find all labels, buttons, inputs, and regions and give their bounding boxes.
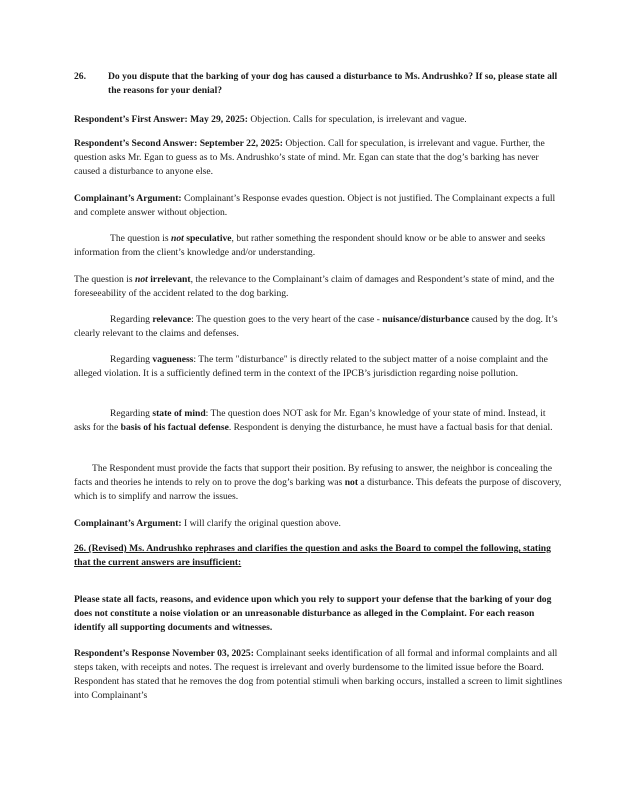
complainant-argument-1 bbox=[74, 192, 564, 220]
vagueness-post: : The term "disturbance" is directly related to the subject matter of a noise complaint and the alleged violation. It is a sufficiently defined term in the context of the IPCB’s jurisdiction regarding noise pollution. bbox=[74, 354, 548, 379]
relevance-keyword: relevance bbox=[152, 314, 192, 325]
response-november-label: Respondent’s Response November 03, 2025: bbox=[74, 648, 254, 659]
irrelevant-post: , the relevance to the Complainant’s claim of damages and Respondent’s state of mind, and the foreseeability of the accident related to the dog barking. bbox=[74, 274, 555, 299]
first-answer-text: Objection. Calls for speculation, is irrelevant and vague. bbox=[247, 114, 467, 125]
paragraph-vagueness bbox=[74, 353, 564, 381]
second-answer bbox=[74, 137, 564, 179]
irrelevant-not: not bbox=[135, 274, 148, 285]
complainant-argument-text: Complainant’s Response evades question. Object is not justified. The Complainant expects a full and complete answer without objection. bbox=[74, 193, 556, 218]
relevance-mid: : The question goes to the very heart of the case - bbox=[191, 314, 383, 325]
complainant-argument-2-text: I will clarify the original question above. bbox=[181, 518, 341, 529]
question-text: Do you dispute that the barking of your dog has caused a disturbance to Ms. Andrushko? If so, please state all the reasons for your denial? bbox=[108, 71, 558, 96]
response-november-text: Complainant seeks identification of all formal and informal complaints and all steps taken, with receipts and notes. The request is irrelevant and overly burdensome to the limited issue before the Board. Respondent has stated that he removes the dog from potential stimuli when barking occurs, installed a screen to limit sightlines into Complainant’s bbox=[74, 648, 563, 701]
speculative-keyword: speculative bbox=[183, 233, 232, 244]
complainant-argument-label: Complainant’s Argument: bbox=[74, 193, 182, 204]
respondent-response-november bbox=[74, 647, 564, 703]
vagueness-keyword: vagueness bbox=[152, 354, 194, 365]
paragraph-state-of-mind bbox=[74, 407, 564, 435]
relevance-pre: Regarding bbox=[110, 314, 153, 325]
relevance-post: caused by the dog. It’s clearly relevant to the claims and defenses. bbox=[74, 314, 558, 339]
question-26 bbox=[74, 70, 564, 100]
paragraph-irrelevant bbox=[74, 273, 564, 301]
paragraph-speculative bbox=[74, 232, 564, 260]
complainant-argument-2-label: Complainant’s Argument: bbox=[74, 518, 182, 529]
first-answer-label: Respondent’s First Answer: May 29, 2025: bbox=[74, 114, 248, 125]
respondent-must-post: a disturbance. This defeats the purpose of discovery, which is to simplify and narrow the issues. bbox=[74, 477, 562, 502]
paragraph-relevance bbox=[74, 313, 564, 341]
state-of-mind-pre: Regarding bbox=[110, 408, 153, 419]
vagueness-pre: Regarding bbox=[110, 354, 153, 365]
speculative-post: , but rather something the respondent should know or be able to answer and seeks information from the client’s knowledge and/or understanding. bbox=[74, 233, 546, 258]
question-number: 26. bbox=[74, 71, 86, 82]
second-answer-label: Respondent’s Second Answer: September 22, 2025: bbox=[74, 138, 283, 149]
complainant-argument-2 bbox=[74, 517, 564, 531]
respondent-must-pre: The Respondent must provide the facts that support their position. By refusing to answer, the neighbor is concealing the facts and theories he intends to rely on to prove the dog’s barking was bbox=[74, 463, 553, 488]
irrelevant-keyword: irrelevant bbox=[147, 274, 191, 285]
relevance-keyword-2: nuisance/disturbance bbox=[382, 314, 470, 325]
state-of-mind-keyword-2: basis of his factual defense bbox=[120, 422, 229, 433]
state-of-mind-mid: : The question does NOT ask for Mr. Egan’s knowledge of your state of mind. Instead, it asks for the bbox=[74, 408, 546, 433]
speculative-pre: The question is bbox=[110, 233, 172, 244]
speculative-not: not bbox=[171, 233, 184, 244]
respondent-must-keyword: not bbox=[344, 477, 359, 488]
state-of-mind-keyword: state of mind bbox=[152, 408, 206, 419]
first-answer bbox=[74, 113, 564, 127]
second-answer-text: Objection. Call for speculation, is irrelevant and vague. Further, the question asks Mr. Egan to guess as to Ms. Andrushko’s state of mind. Mr. Egan can state that the dog’s barking has never caused a disturbance to anyone else. bbox=[74, 138, 545, 177]
state-of-mind-post: . Respondent is denying the disturbance, he must have a factual basis for that denial. bbox=[228, 422, 553, 433]
revised-question-heading: 26. (Revised) Ms. Andrushko rephrases and clarifies the question and asks the Board to compel the following, stating that the current answers are insufficient: bbox=[74, 543, 551, 568]
irrelevant-pre: The question is bbox=[74, 274, 136, 285]
paragraph-respondent-must bbox=[74, 462, 564, 504]
revised-question-request: Please state all facts, reasons, and evidence upon which you rely to support your defense that the barking of your dog does not constitute a noise violation or an unreasonable disturbance as alleged in the Complaint. For each reason identify all supporting documents and witnesses. bbox=[74, 594, 552, 633]
